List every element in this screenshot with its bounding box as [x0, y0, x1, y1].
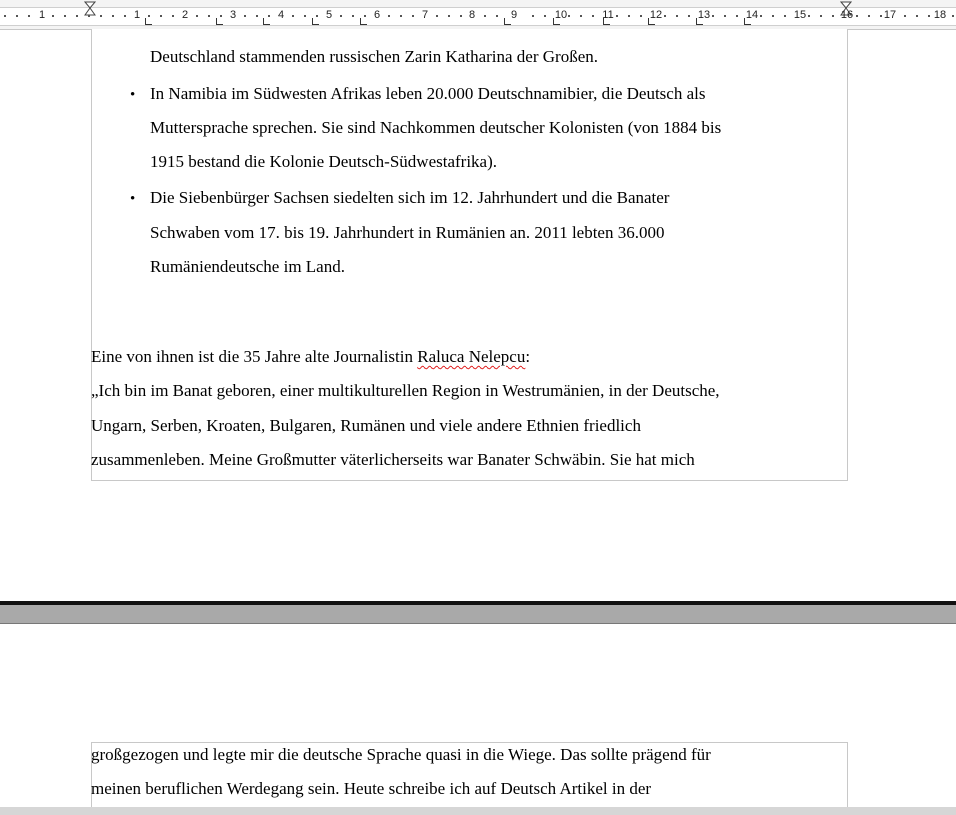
ruler-tick [736, 15, 738, 17]
ruler-tick [256, 15, 258, 17]
tab-stop-marker[interactable] [216, 18, 223, 25]
quote-line-1: „Ich bin im Banat geboren, einer multikulturellen Region in Westrumänien, in der Deutsche, [91, 381, 720, 400]
page-2-line-2: meinen beruflichen Werdegang sein. Heute schreibe ich auf Deutsch Artikel in der [91, 779, 652, 798]
ruler-number: 2 [181, 9, 189, 21]
bullet-1-line-2: Muttersprache sprechen. Sie sind Nachkommen deutscher Kolonisten (von 1884 bis [150, 118, 722, 137]
ruler-tick [592, 15, 594, 17]
ruler-tick [952, 15, 954, 17]
tab-stop-marker[interactable] [145, 18, 152, 25]
ruler-tick [208, 15, 210, 17]
ruler-tick [856, 15, 858, 17]
bullet-1-line-3: 1915 bestand die Kolonie Deutsch-Südwestafrika). [150, 152, 497, 171]
ruler-tick [76, 15, 78, 17]
ruler-tick [52, 15, 54, 17]
ruler-tick [100, 15, 102, 17]
quote-line-2: Ungarn, Serben, Kroaten, Bulgaren, Rumänen und viele andere Ethnien friedlich [91, 416, 641, 435]
ruler-tick [268, 15, 270, 17]
ruler-tick [484, 15, 486, 17]
ruler-tick [712, 15, 714, 17]
ruler-number: 9 [510, 9, 518, 21]
intro-text: Eine von ihnen ist die 35 Jahre alte Journalistin [91, 347, 418, 366]
horizontal-ruler[interactable] [0, 0, 956, 30]
ruler-number: 12 [649, 9, 663, 21]
page-gap [0, 605, 956, 624]
tab-stop-marker[interactable] [696, 18, 703, 25]
ruler-tick [412, 15, 414, 17]
ruler-tick [628, 15, 630, 17]
ruler-tick [688, 15, 690, 17]
ruler-track [0, 7, 956, 26]
ruler-tick [364, 15, 366, 17]
tab-stop-marker[interactable] [504, 18, 511, 25]
ruler-tick [868, 15, 870, 17]
bullet-2-line-3: Rumäniendeutsche im Land. [150, 257, 345, 276]
tab-stop-marker[interactable] [263, 18, 270, 25]
ruler-number: 1 [133, 9, 141, 21]
ruler-tick [616, 15, 618, 17]
ruler-number: 7 [421, 9, 429, 21]
ruler-number: 17 [883, 9, 897, 21]
ruler-number: 6 [373, 9, 381, 21]
ruler-tick [640, 15, 642, 17]
ruler-tick [316, 15, 318, 17]
ruler-tick [112, 15, 114, 17]
ruler-tick [304, 15, 306, 17]
ruler-number: 1 [38, 9, 46, 21]
ruler-tick [448, 15, 450, 17]
ruler-tick [772, 15, 774, 17]
ruler-tick [172, 15, 174, 17]
ruler-tick [28, 15, 30, 17]
ruler-tick [532, 15, 534, 17]
ruler-tick [196, 15, 198, 17]
bullet-2-line-2: Schwaben vom 17. bis 19. Jahrhundert in Rumänien an. 2011 lebten 36.000 [150, 223, 665, 242]
ruler-tick [160, 15, 162, 17]
page-2-line-1: großgezogen und legte mir die deutsche Sprache quasi in die Wiege. Das sollte prägend für [91, 745, 711, 764]
ruler-tick [340, 15, 342, 17]
ruler-tick [460, 15, 462, 17]
ruler-tick [220, 15, 222, 17]
ruler-tick [436, 15, 438, 17]
ruler-tick [676, 15, 678, 17]
ruler-tick [568, 15, 570, 17]
ruler-number: 8 [468, 9, 476, 21]
ruler-tick [784, 15, 786, 17]
ruler-number: 16 [840, 9, 854, 21]
ruler-tick [820, 15, 822, 17]
ruler-tick [400, 15, 402, 17]
ruler-tick [352, 15, 354, 17]
tab-stop-marker[interactable] [648, 18, 655, 25]
tab-stop-marker[interactable] [553, 18, 560, 25]
ruler-number: 5 [325, 9, 333, 21]
ruler-number: 4 [277, 9, 285, 21]
ruler-tick [16, 15, 18, 17]
ruler-tick [928, 15, 930, 17]
ruler-tick [292, 15, 294, 17]
ruler-number: 15 [793, 9, 807, 21]
ruler-number: 13 [697, 9, 711, 21]
ruler-tick [760, 15, 762, 17]
tab-stop-marker[interactable] [312, 18, 319, 25]
ruler-tick [880, 15, 882, 17]
ruler-tick [496, 15, 498, 17]
quote-line-3: zusammenleben. Meine Großmutter väterlicherseits war Banater Schwäbin. Sie hat mich [91, 450, 695, 469]
tab-stop-marker[interactable] [360, 18, 367, 25]
ruler-tick [916, 15, 918, 17]
left-indent-marker[interactable] [84, 1, 96, 16]
ruler-tick [64, 15, 66, 17]
bullet-marker: • [130, 191, 136, 207]
ruler-tick [904, 15, 906, 17]
ruler-number: 14 [745, 9, 759, 21]
bullet-marker: • [130, 87, 136, 103]
tab-stop-marker[interactable] [744, 18, 751, 25]
ruler-tick [808, 15, 810, 17]
horizontal-scrollbar-area[interactable] [0, 807, 956, 815]
continued-bullet-line: Deutschland stammenden russischen Zarin Katharina der Großen. [150, 47, 598, 66]
ruler-tick [88, 15, 90, 17]
ruler-tick [124, 15, 126, 17]
ruler-tick [832, 15, 834, 17]
ruler-tick [244, 15, 246, 17]
bullet-1-line-1: In Namibia im Südwesten Afrikas leben 20.000 Deutschnamibier, die Deutsch als [150, 84, 706, 103]
ruler-tick [388, 15, 390, 17]
ruler-number: 11 [602, 9, 614, 21]
ruler-tick [580, 15, 582, 17]
spellcheck-word[interactable]: Raluca Nelepcu [417, 347, 526, 366]
ruler-number: 10 [554, 9, 568, 21]
ruler-tick [724, 15, 726, 17]
ruler-tick [4, 15, 6, 17]
intro-colon: : [525, 347, 531, 366]
ruler-tick [664, 15, 666, 17]
ruler-tick [544, 15, 546, 17]
tab-stop-marker[interactable] [603, 18, 610, 25]
ruler-number: 18 [933, 9, 947, 21]
ruler-number: 3 [229, 9, 237, 21]
bullet-2-line-1: Die Siebenbürger Sachsen siedelten sich im 12. Jahrhundert und die Banater [150, 188, 670, 207]
intro-paragraph [91, 347, 530, 367]
ruler-tick [148, 15, 150, 17]
